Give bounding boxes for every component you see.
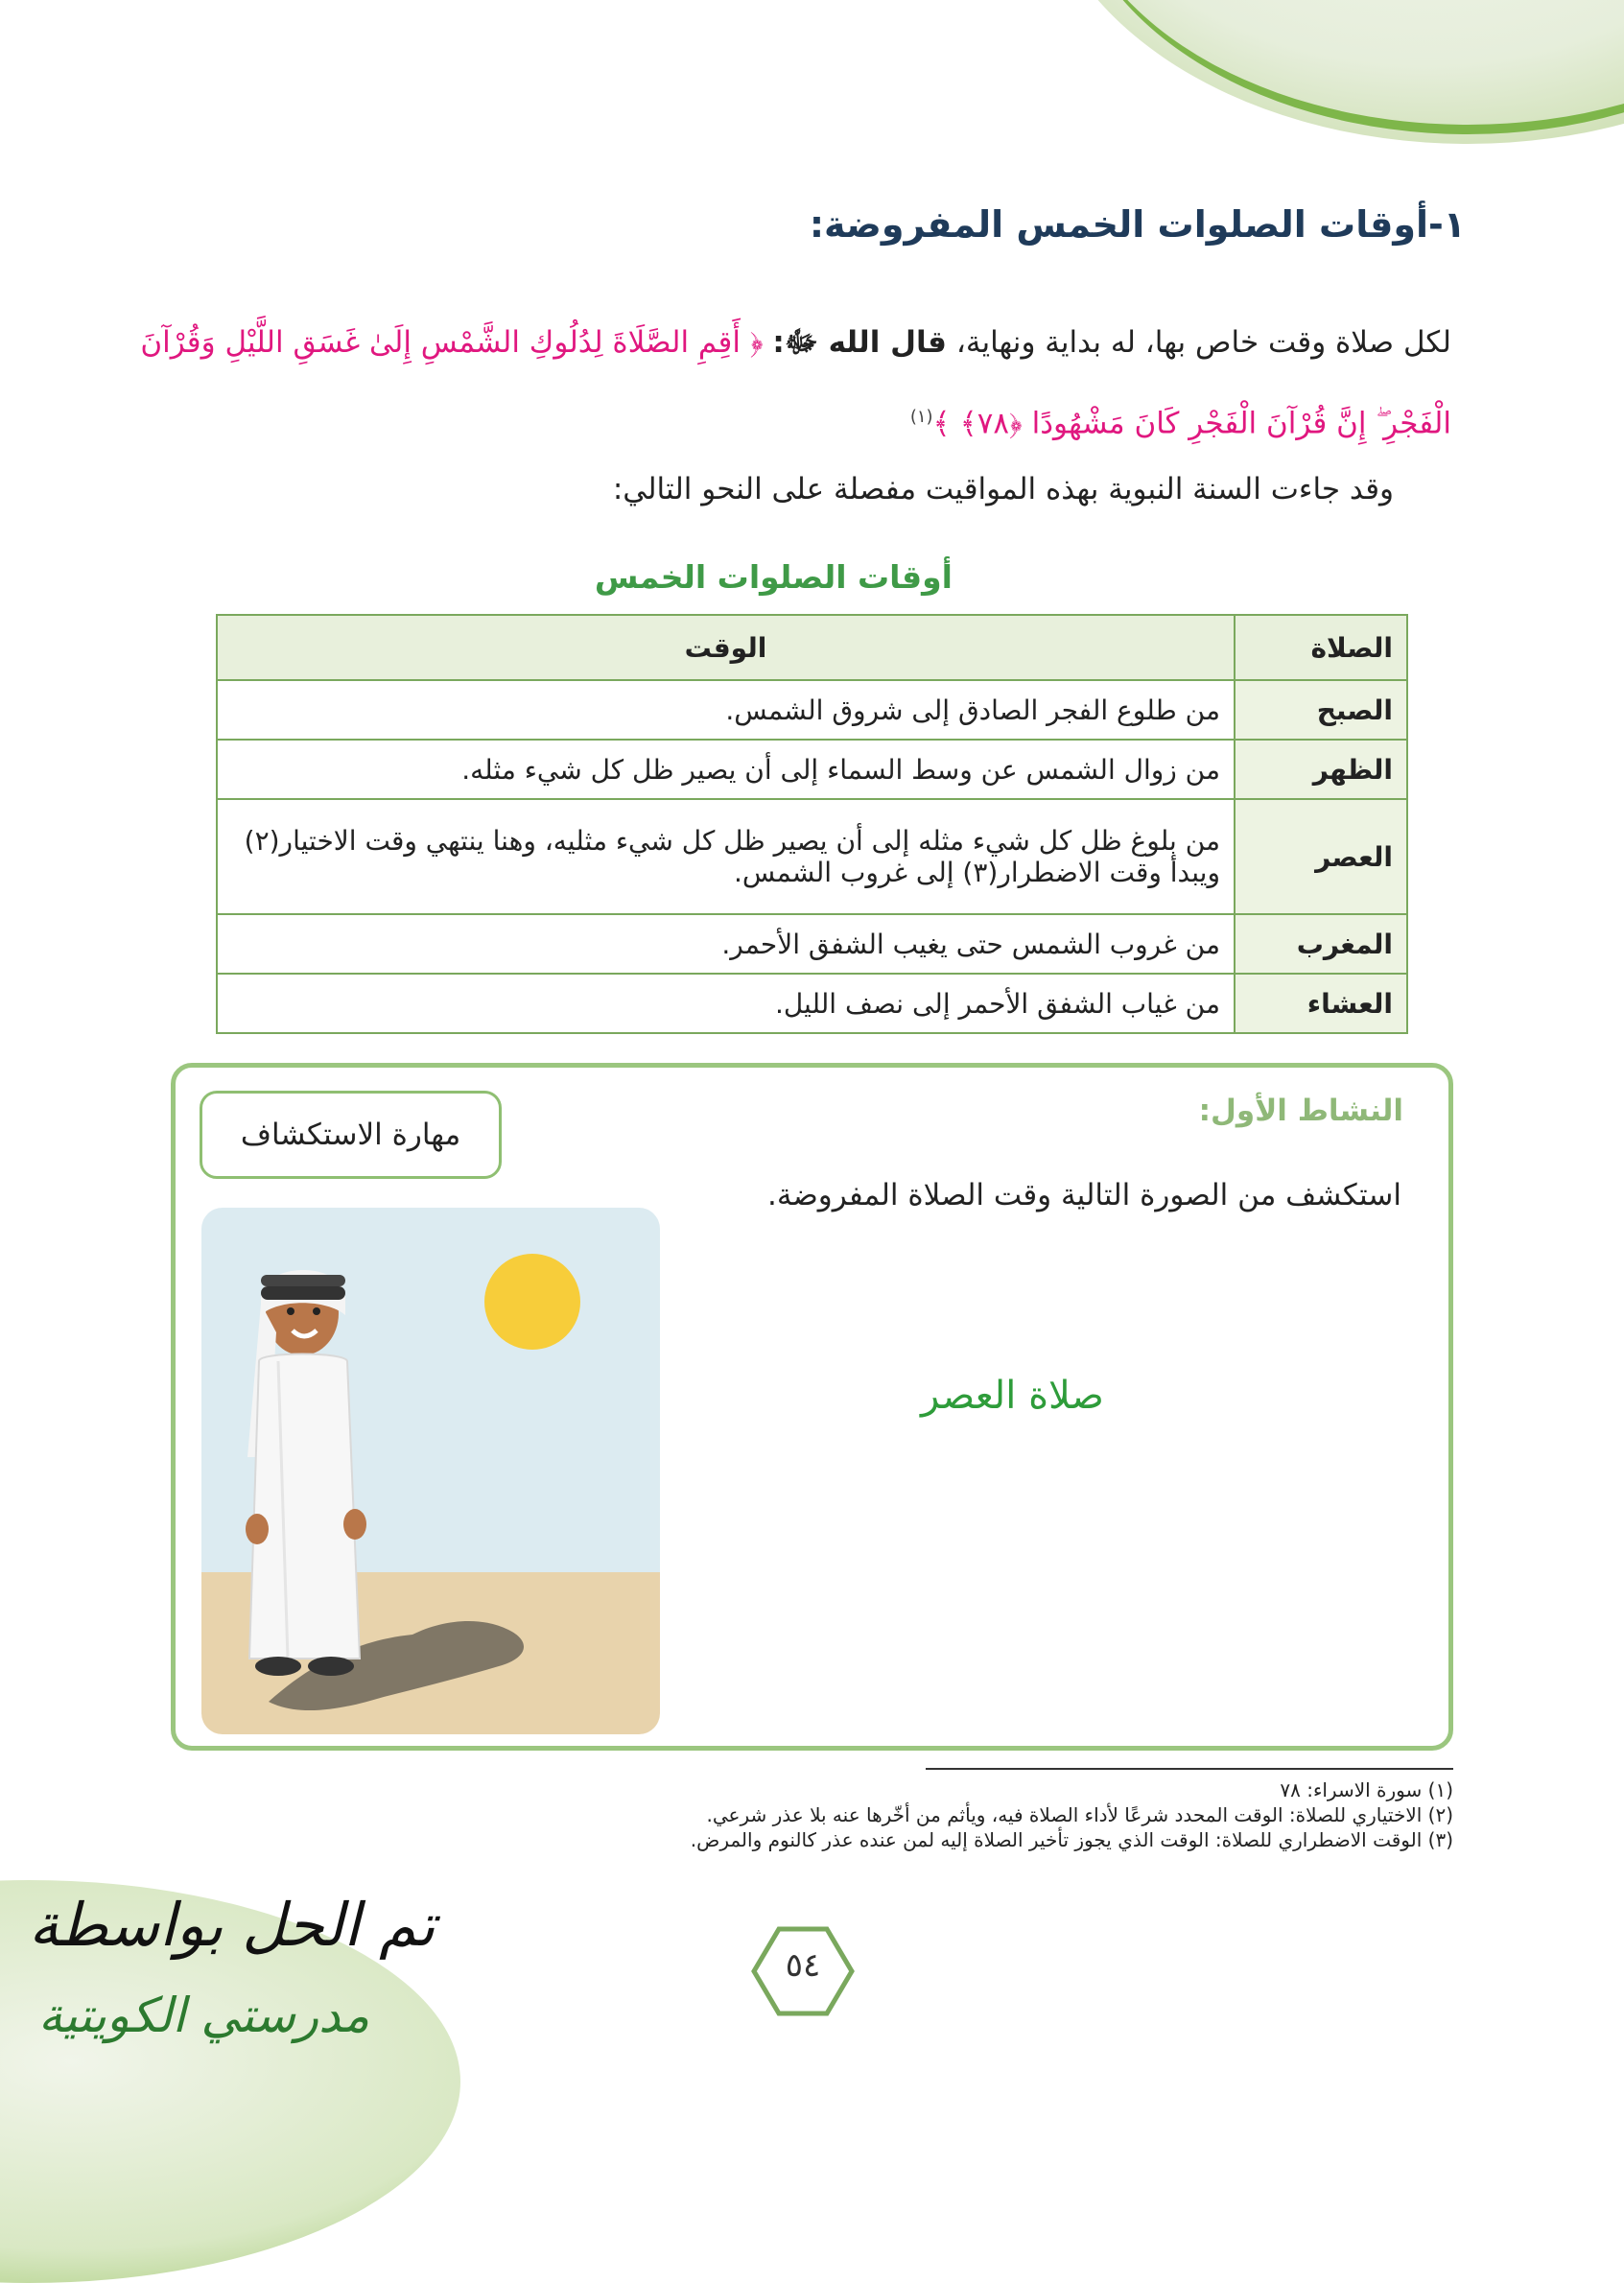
prayer-name: الظهر <box>1235 740 1407 799</box>
prayer-times-table <box>216 614 1408 1034</box>
intro-qal: قال الله ﷻ: <box>772 325 947 360</box>
footnote-rule <box>926 1768 1453 1770</box>
prayer-time: من زوال الشمس عن وسط السماء إلى أن يصير ظل كل شيء مثله. <box>217 740 1235 799</box>
intro-paragraph-2: وقد جاءت السنة النبوية بهذه المواقيت مفصلة على النحو التالي: <box>612 472 1394 506</box>
quran-verse: ﴿ أَقِمِ الصَّلَاةَ لِدُلُوكِ الشَّمْسِ إِلَىٰ غَسَقِ اللَّيْلِ وَقُرْآنَ الْفَجْرِ ۖ إِنَّ قُرْآنَ الْفَجْرِ كَانَ مَشْهُودًا ﴿٧٨﴾ ﴾ <box>140 325 1451 441</box>
prayer-time: من بلوغ ظل كل شيء مثله إلى أن يصير ظل كل شيء مثليه، وهنا ينتهي وقت الاختيار(٢) ويبدأ وقت الاضطرار(٣) إلى غروب الشمس. <box>217 799 1235 914</box>
prayer-time: من غروب الشمس حتى يغيب الشفق الأحمر. <box>217 914 1235 974</box>
activity-instruction: استكشف من الصورة التالية وقت الصلاة المفروضة. <box>766 1178 1401 1212</box>
header-prayer: الصلاة <box>1235 615 1407 680</box>
footnote: (٢) الاختياري للصلاة: الوقت المحدد شرعًا لأداء الصلاة فيه، ويأثم من أخّرها عنه بلا عذر شرعي. <box>706 1803 1453 1826</box>
prayer-name: العشاء <box>1235 974 1407 1033</box>
table-row <box>217 740 1407 799</box>
table-row <box>217 799 1407 914</box>
sun-icon <box>484 1254 580 1350</box>
table-title: أوقات الصلوات الخمس <box>594 558 953 596</box>
boy-shadow-scene-icon <box>201 1208 660 1734</box>
footnote: (٣) الوقت الاضطراري للصلاة: الوقت الذي يجوز تأخير الصلاة إليه لمن عنده عذر كالنوم والمرض. <box>690 1828 1453 1851</box>
footnotes <box>590 1777 1453 1852</box>
footnote: (١) سورة الاسراء: ٧٨ <box>1280 1778 1453 1801</box>
activity-title: النشاط الأول: <box>1198 1094 1403 1128</box>
intro-paragraph <box>128 305 1451 460</box>
decorative-band-top <box>1065 0 1624 134</box>
prayer-time: من غياب الشفق الأحمر إلى نصف الليل. <box>217 974 1235 1033</box>
intro-text: لكل صلاة وقت خاص بها، له بداية ونهاية، <box>946 325 1451 360</box>
activity-answer: صلاة العصر <box>921 1374 1104 1418</box>
table-row <box>217 914 1407 974</box>
prayer-name: المغرب <box>1235 914 1407 974</box>
prayer-name: الصبح <box>1235 680 1407 740</box>
page-number: ٥٤ <box>785 1946 821 1985</box>
watermark-line2: مدرستي الكويتية <box>38 1988 370 2043</box>
footnote-ref-1: (١) <box>909 407 933 427</box>
prayer-name: العصر <box>1235 799 1407 914</box>
table-row <box>217 680 1407 740</box>
prayer-time: من طلوع الفجر الصادق إلى شروق الشمس. <box>217 680 1235 740</box>
watermark-line1: تم الحل بواسطة <box>29 1890 435 1960</box>
table-header-row <box>217 615 1407 680</box>
table-row <box>217 974 1407 1033</box>
header-time: الوقت <box>217 615 1235 680</box>
skill-badge: مهارة الاستكشاف <box>200 1091 502 1179</box>
section-heading: ١-أوقات الصلوات الخمس المفروضة: <box>809 203 1466 246</box>
boy-illustration <box>201 1208 660 1734</box>
